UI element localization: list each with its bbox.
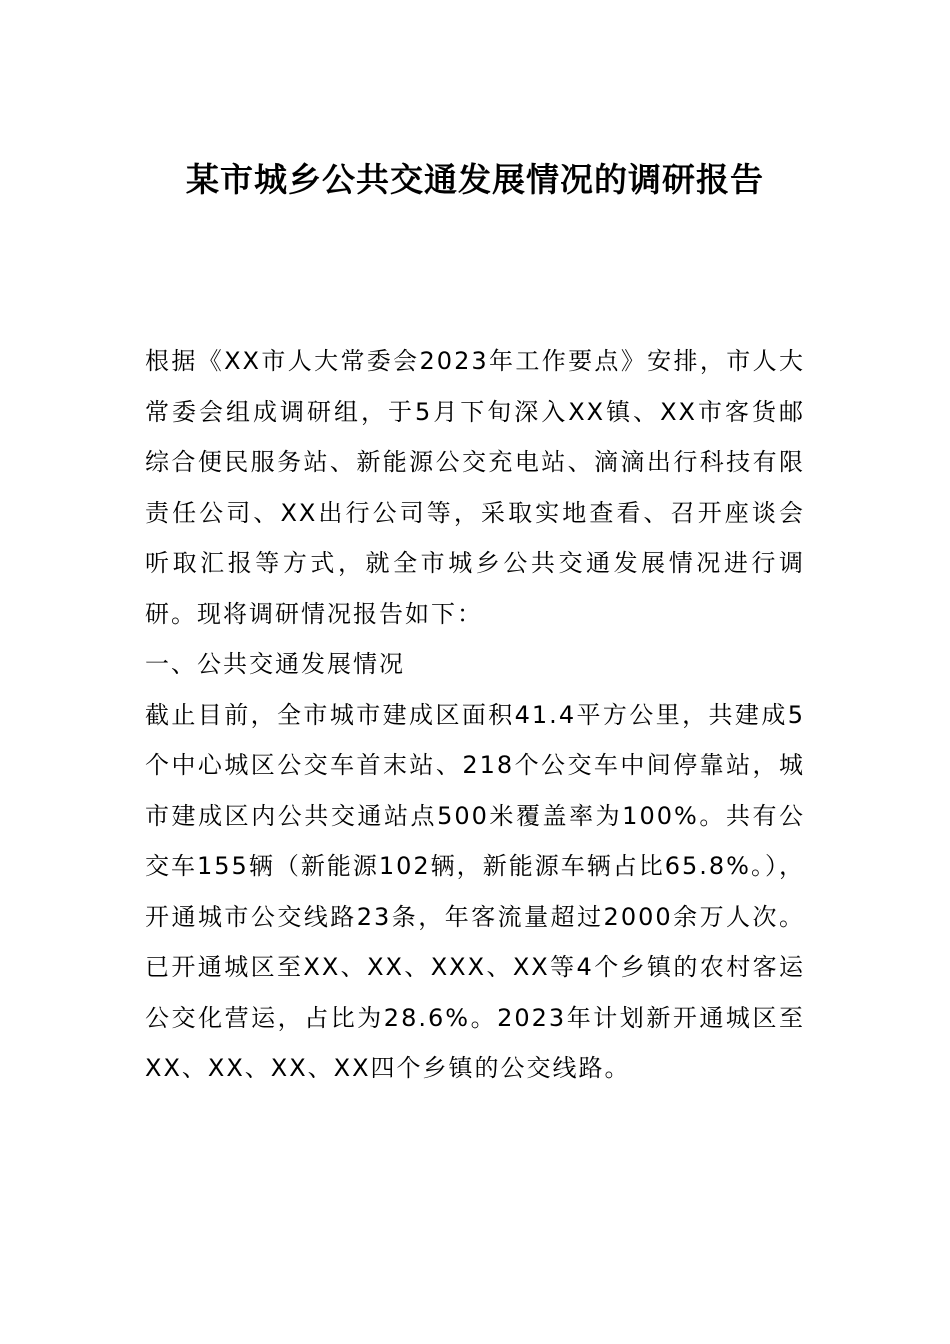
section-heading: 一、公共交通发展情况 <box>145 650 405 678</box>
section-paragraph: 截止目前，全市城市建成区面积41.4平方公里，共建成5个中心城区公交车首末站、218个公交车中间停靠站，城市建成区内公共交通站点500米覆盖率为100%。共有公交车155辆（新能源102辆，新能源车辆占比65.8%。），开通城市公交线路23条，年客流量超过2000余万人次。已开通城区至XX、XX、XXX、XX等4个乡镇的农村客运公交化营运，占比为28.6%。2023年计划新开通城区至XX、XX、XX、XX四个乡镇的公交线路。 <box>145 700 805 1082</box>
document-body <box>145 336 805 1094</box>
document-title: 某市城乡公共交通发展情况的调研报告 <box>186 160 764 199</box>
intro-paragraph: 根据《XX市人大常委会2023年工作要点》安排，市人大常委会组成调研组，于5月下旬深入XX镇、XX市客货邮综合便民服务站、新能源公交充电站、滴滴出行科技有限责任公司、XX出行公司等，采取实地查看、召开座谈会听取汇报等方式，就全市城乡公共交通发展情况进行调研。现将调研情况报告如下： <box>145 347 805 628</box>
